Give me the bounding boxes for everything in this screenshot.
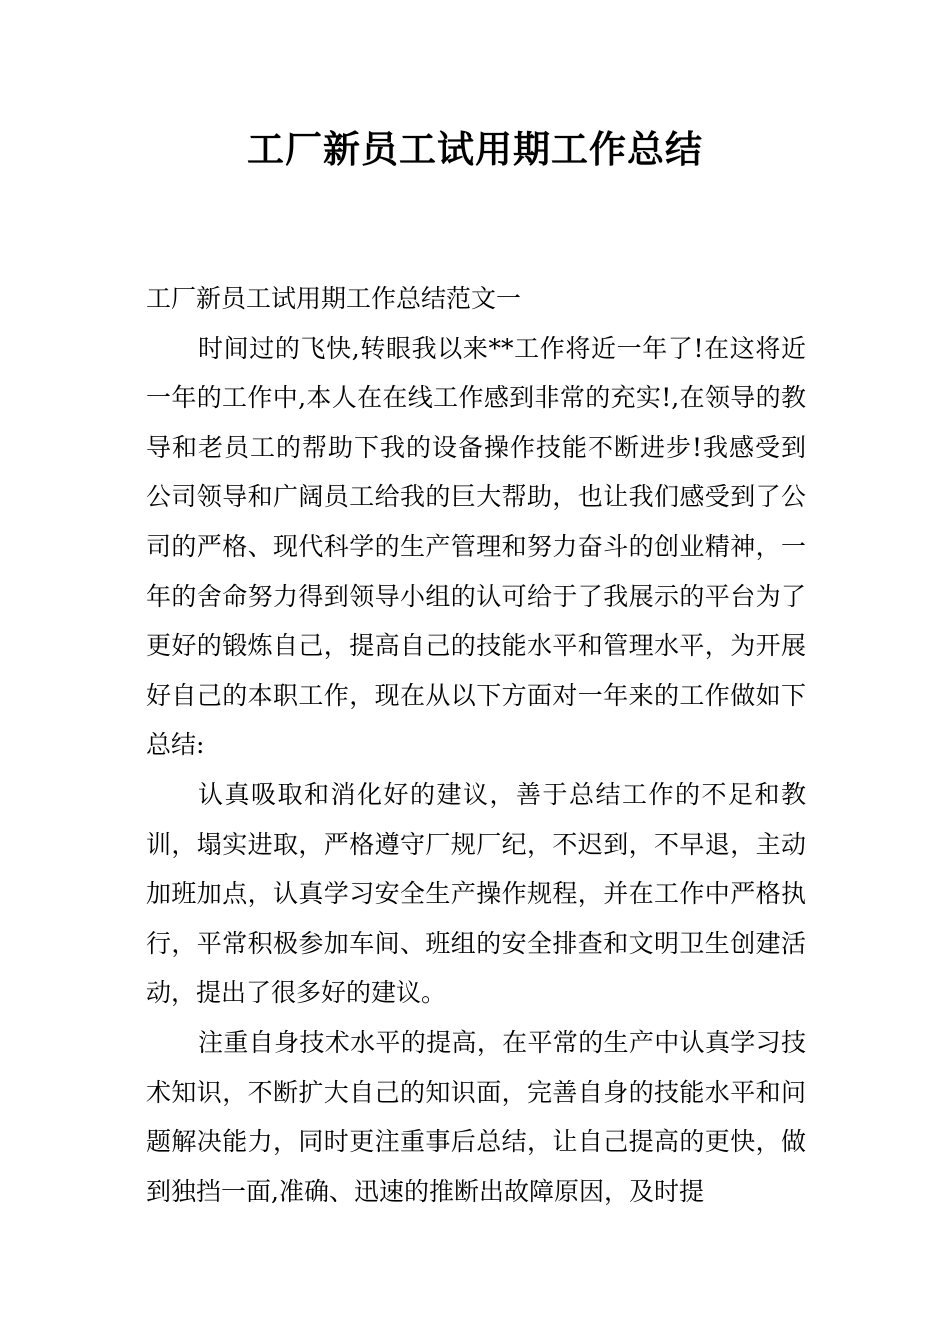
paragraph-2: 认真吸取和消化好的建议，善于总结工作的不足和教训，塌实进取，严格遵守厂规厂纪，不迟到，不早退，主动加班加点，认真学习安全生产操作规程，并在工作中严格执行，平常积极参加车间、班组的安全排查和文明卫生创建活动，提出了很多好的建议。 bbox=[146, 779, 806, 1008]
page-title: 工厂新员工试用期工作总结 bbox=[247, 128, 703, 171]
paragraph-1: 时间过的飞快,转眼我以来**工作将近一年了!在这将近一年的工作中,本人在在线工作感到非常的充实!,在领导的教导和老员工的帮助下我的设备操作技能不断进步!我感受到公司领导和广阔员工给我的巨大帮助，也让我们感受到了公司的严格、现代科学的生产管理和努力奋斗的创业精神，一年的舍命努力得到领导小组的认可给于了我展示的平台为了更好的锻炼自己，提高自己的技能水平和管理水平，为开展好自己的本职工作，现在从以下方面对一年来的工作做如下总结: bbox=[146, 333, 806, 760]
section-heading: 工厂新员工试用期工作总结范文一 bbox=[146, 284, 522, 313]
paragraph-3: 注重自身技术水平的提高，在平常的生产中认真学习技术知识，不断扩大自己的知识面，完善自身的技能水平和问题解决能力，同时更注重事后总结，让自己提高的更快，做到独挡一面,准确、迅速的推断出故障原因，及时提 bbox=[146, 1027, 806, 1206]
document-body bbox=[146, 274, 806, 1216]
